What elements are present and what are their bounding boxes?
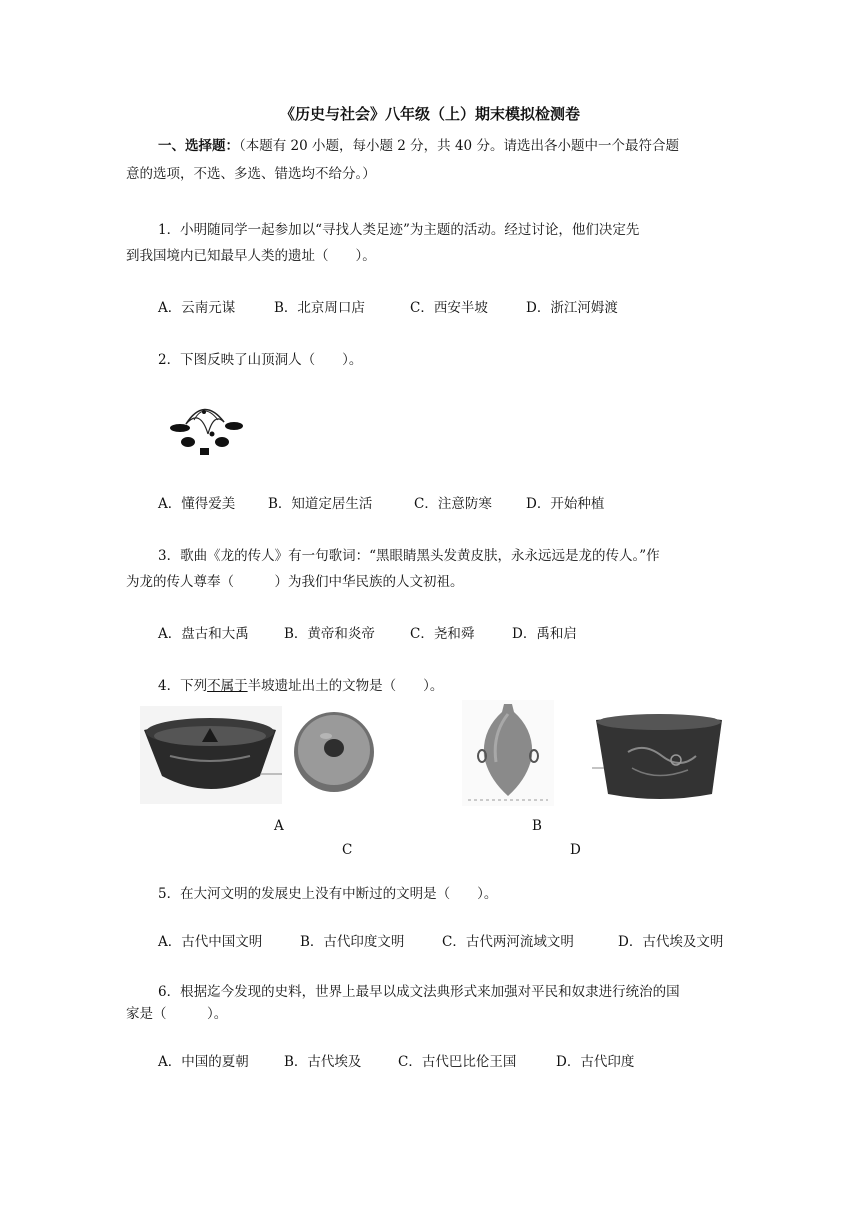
q3-option-d: D．禹和启 bbox=[512, 626, 577, 642]
q4-stem bbox=[158, 676, 443, 696]
q6-option-d: D．古代印度 bbox=[556, 1054, 635, 1070]
q5-stem: 5．在大河文明的发展史上没有中断过的文明是（ ）。 bbox=[158, 886, 498, 902]
q2-option-d: D．开始种植 bbox=[526, 496, 605, 512]
q6-stem-line2: 家是（ ）。 bbox=[126, 1006, 228, 1022]
q5-option-b: B．古代印度文明 bbox=[300, 934, 405, 950]
q2-stem: 2．下图反映了山顶洞人（ ）。 bbox=[158, 352, 363, 368]
q1-option-b: B．北京周口店 bbox=[274, 300, 365, 316]
q4-stem-underlined: 不属于 bbox=[207, 678, 248, 694]
q3-option-b: B．黄帝和炎帝 bbox=[284, 626, 375, 642]
q2-option-b: B．知道定居生活 bbox=[268, 496, 373, 512]
q4-label-b: B bbox=[532, 818, 542, 834]
q1-stem-line1: 1．小明随同学一起参加以“寻找人类足迹”为主题的活动。经过讨论，他们决定先 bbox=[158, 222, 640, 238]
section-desc-line2: 意的选项，不选、多选、错选均不给分。） bbox=[126, 166, 376, 182]
q6-option-c: C．古代巴比伦王国 bbox=[398, 1054, 517, 1070]
q6-option-a: A．中国的夏朝 bbox=[158, 1054, 249, 1070]
spindle-whorl-image bbox=[290, 708, 378, 796]
page-title: 《历史与社会》八年级（上）期末模拟检测卷 bbox=[279, 105, 580, 123]
q3-option-c: C．尧和舜 bbox=[410, 626, 475, 642]
q3-stem-line2: 为龙的传人尊奉（ ）为我们中华民族的人文初祖。 bbox=[126, 574, 464, 590]
q1-option-d: D．浙江河姆渡 bbox=[526, 300, 618, 316]
q1-option-a: A．云南元谋 bbox=[158, 300, 236, 316]
q3-option-a: A．盘古和大禹 bbox=[158, 626, 249, 642]
q6-stem-line1: 6．根据迄今发现的史料，世界上最早以成文法典形式来加强对平民和奴隶进行统治的国 bbox=[158, 984, 680, 1000]
q4-label-a: A bbox=[274, 818, 284, 834]
section-heading: 一、选择题： bbox=[158, 138, 239, 154]
painted-bowl-image bbox=[140, 706, 282, 804]
q2-option-c: C．注意防寒 bbox=[414, 496, 492, 512]
q1-stem-line2: 到我国境内已知最早人类的遗址（ ）。 bbox=[126, 248, 376, 264]
q5-option-c: C．古代两河流域文明 bbox=[442, 934, 574, 950]
q4-stem-pre: 4．下列 bbox=[158, 678, 208, 694]
q2-option-a: A．懂得爱美 bbox=[158, 496, 236, 512]
necklace-image bbox=[164, 398, 248, 462]
q1-option-c: C．西安半坡 bbox=[410, 300, 488, 316]
q4-label-d: D bbox=[570, 842, 581, 858]
q3-stem-line1: 3．歌曲《龙的传人》有一句歌词：“黑眼睛黑头发黄皮肤，永永远远是龙的传人。”作 bbox=[158, 548, 660, 564]
black-pottery-image bbox=[592, 712, 728, 804]
section-desc-line1: （本题有 20 小题，每小题 2 分，共 40 分。请选出各小题中一个最符合题 bbox=[239, 138, 679, 154]
q5-option-d: D．古代埃及文明 bbox=[618, 934, 724, 950]
q6-option-b: B．古代埃及 bbox=[284, 1054, 362, 1070]
q5-option-a: A．古代中国文明 bbox=[158, 934, 263, 950]
q4-stem-post: 半坡遗址出土的文物是（ ）。 bbox=[247, 678, 444, 694]
pointed-bottle-image bbox=[462, 700, 554, 806]
q4-label-c: C bbox=[342, 842, 353, 858]
section-instructions bbox=[158, 136, 679, 156]
